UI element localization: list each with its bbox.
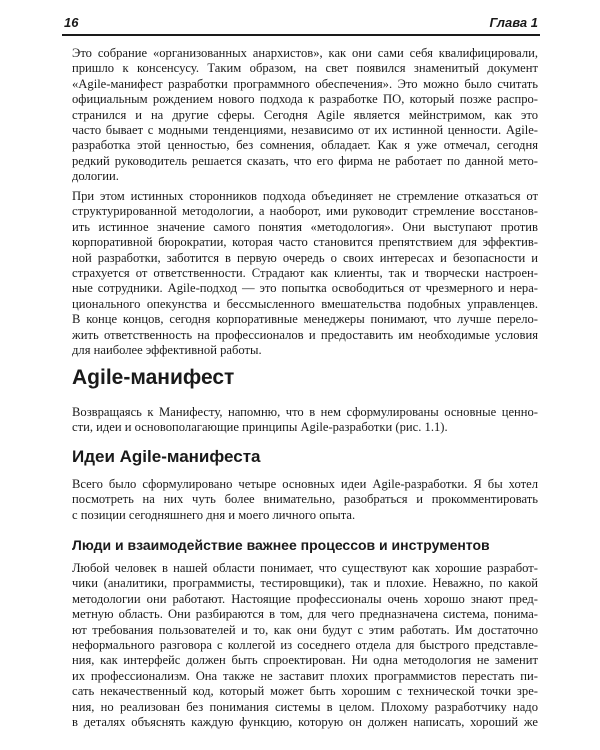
page-number: 16 — [64, 15, 79, 30]
text-line: ния, как интерфейс должен быть спроектирован. Ни одна методология не заменит — [72, 653, 538, 668]
text-line: ной разработки, заботится в первую очередь о своих интересах и безопасности и — [72, 250, 538, 265]
text-line: методологии они работают. Настоящие профессионалы очень хорошо знают пред- — [72, 591, 538, 606]
section-heading: Agile-манифест — [72, 366, 235, 389]
text-line: с позиции сегодняшнего дня и моего личного опыта. — [72, 507, 356, 522]
paragraph-5 — [72, 561, 538, 730]
text-line: пришло к консенсусу. Таким образом, на свет появился знаменитый документ — [72, 61, 538, 76]
text-line: При этом истинных сторонников подхода объединяет не стремление отказаться от — [72, 189, 538, 203]
subsubsection-heading: Люди и взаимодействие важнее процессов и инструментов — [72, 537, 490, 553]
chapter-title: Глава 1 — [489, 15, 538, 30]
text-line: ния, но реализован без понимания системы в целом. Плохому разработчику надо — [72, 699, 538, 714]
text-line: в деталях объяснять каждую функцию, которую он должен написать, хороший же — [72, 715, 538, 730]
paragraph-1 — [72, 46, 538, 185]
text-line: Это собрание «организованных анархистов», как они сами себя квалифицировали, — [72, 46, 538, 60]
text-line: страхуется от ответственности. Страдают как клиенты, так и творчески настроен- — [72, 266, 538, 281]
subsection-heading: Идеи Agile-манифеста — [72, 447, 261, 466]
text-line: дологии. — [72, 169, 119, 184]
text-line: Возвращаясь к Манифесту, напомню, что в нем сформулированы основные ценно- — [72, 405, 538, 419]
text-line: ют требования пользователей и то, как они будут с этим работать. Им достаточно — [72, 622, 538, 637]
running-head — [62, 10, 540, 36]
text-line: сти, идеи и основополагающие принципы Agile-разработки (рис. 1.1). — [72, 420, 448, 435]
text-line: сать некачественный код, который может быть хорошим с технической точки зре- — [72, 684, 538, 699]
text-line: корпоративной бюрократии, которая часто становится препятствием для эффектив- — [72, 235, 538, 250]
text-line: разработка этой ценностью, без сомнения, обладает. Как я уже отмечал, сегодня — [72, 138, 538, 153]
text-line: странился и на другие сферы. Сегодня Agile является мейнстримом, как это — [72, 107, 538, 122]
text-line: ционального опекунства и бессмысленного вмешательства подобных управленцев. — [72, 296, 538, 311]
text-line: для наиболее эффективной работы. — [72, 343, 262, 358]
paragraph-3 — [72, 405, 538, 436]
text-line: посмотреть на них чуть более внимательно, разобраться и прокомментировать — [72, 492, 538, 507]
text-line: официальным рождением нового подхода к разработке ПО, который позже распро- — [72, 92, 538, 107]
text-line: Всего было сформулировано четыре основных идеи Agile-разработки. Я бы хотел — [72, 477, 538, 491]
text-line: их профессионализм. Она также не заставит плохих программистов перестать пи- — [72, 668, 538, 683]
text-line: ить истинное значение самого понятия «методология». Они выступают против — [72, 219, 538, 234]
text-line: жить ответственность на профессионалов и предоставить им необходимые условия — [72, 327, 538, 342]
text-line: Любой человек в нашей области понимает, что существуют как хорошие разработ- — [72, 561, 538, 575]
text-line: чики (аналитики, программисты, тестировщики), так и плохие. Неважно, по какой — [72, 576, 538, 591]
text-line: редкий руководитель решается сказать, что его фирма не работает по данной мето- — [72, 153, 538, 168]
text-line: ные сотрудники. Agile-подход — это попытка освободиться от чрезмерного и нера- — [72, 281, 538, 296]
text-line: В конце концов, сегодня корпоративные менеджеры понимают, что лучше перело- — [72, 312, 538, 327]
text-line: «Agile-манифест разработки программного обеспечения». Это можно было считать — [72, 76, 538, 91]
text-line: метную область. Они разбираются в том, для чего предназначена система, понима- — [72, 607, 538, 622]
text-line: часто бывает с модными тенденциями, независимо от их истинной ценности. Agile- — [72, 123, 538, 138]
paragraph-2 — [72, 189, 538, 358]
text-line: структурированной методологии, а наоборот, ими руководит стремление восстанов- — [72, 204, 538, 219]
paragraph-4 — [72, 477, 538, 523]
text-line: неформального разговора с коллегой из соседнего отдела для быстрого представле- — [72, 638, 538, 653]
